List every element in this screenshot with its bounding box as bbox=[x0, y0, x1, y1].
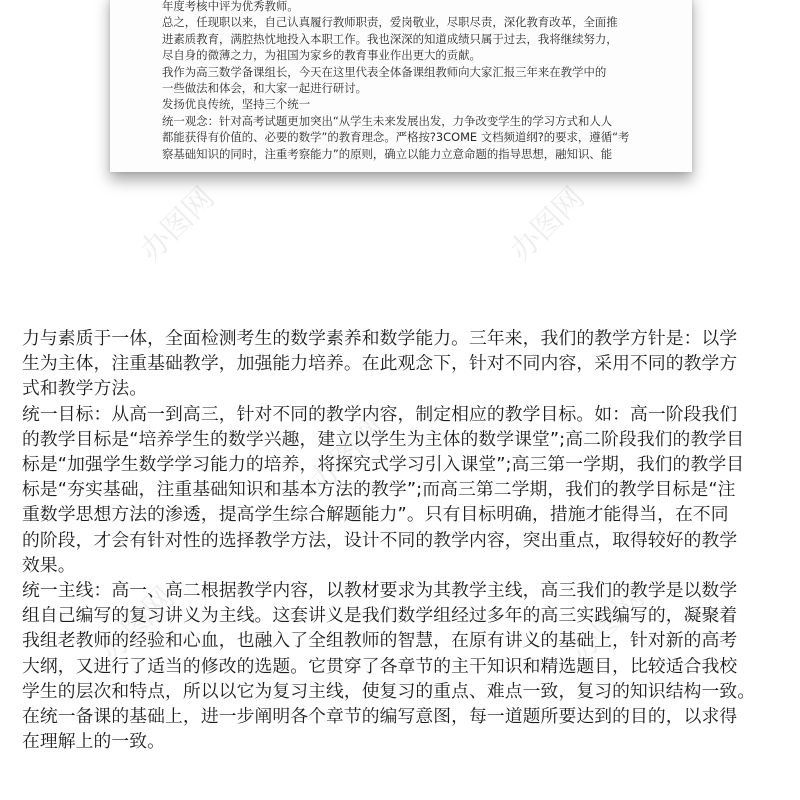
body-line: 在统一备课的基础上，进一步阐明各个章节的编写意图，每一道题所要达到的目的，以求得 bbox=[22, 706, 738, 728]
preview-line: 统一观念：针对高考试题更加突出“从学生未来发展出发，力争改变学生的学习方式和人人 bbox=[162, 113, 613, 128]
preview-line: 尽自身的微薄之力，为祖国为家乡的教育事业作出更大的贡献。 bbox=[162, 48, 481, 63]
watermark: 办图网 bbox=[303, 410, 392, 499]
watermark: 办图网 bbox=[93, 580, 182, 669]
preview-line: 一些做法和体会，和大家一起进行研讨。 bbox=[162, 81, 368, 96]
top-preview-area bbox=[0, 0, 800, 290]
preview-line: 都能获得有价值的、必要的数学”的教育理念。严格按?3COME 文档频道纲?的要求，遵循“考 bbox=[162, 130, 630, 145]
body-line: 学生的层次和特点，所以以它为复习主线，使复习的重点、难点一致，复习的知识结构一致。 bbox=[22, 680, 756, 702]
preview-text-block bbox=[162, 0, 662, 162]
preview-line: 年度考核中评为优秀教师。 bbox=[162, 0, 299, 13]
body-line: 式和教学方法。 bbox=[22, 378, 148, 400]
body-line: 的教学目标是“培养学生的数学兴趣，建立以学生为主体的数学课堂”;高二阶段我们的教学目 bbox=[22, 428, 745, 450]
body-line: 力与素质于一体，全面检测考生的数学素养和数学能力。三年来，我们的教学方针是：以学 bbox=[22, 328, 738, 349]
watermark: 办图网 bbox=[563, 580, 652, 669]
preview-line: 进素质教育，满腔热忱地投入本职工作。我也深深的知道成绩只属于过去，我将继续努力， bbox=[162, 31, 618, 46]
body-text-block bbox=[22, 326, 782, 754]
preview-line: 察基础知识的同时，注重考察能力”的原则，确立以能力立意命题的指导思想，融知识、能 bbox=[162, 146, 613, 161]
preview-line: 发扬优良传统，坚持三个统一 bbox=[162, 97, 311, 112]
preview-line: 我作为高三数学备课组长，今天在这里代表全体备课组教师向大家汇报三年来在教学中的 bbox=[162, 64, 607, 79]
body-line: 效果。 bbox=[22, 554, 76, 576]
body-line: 在理解上的一致。 bbox=[22, 731, 166, 753]
preview-line: 总之，任现职以来，自己认真履行教师职责，爱岗敬业，尽职尽责，深化教育改革，全面推 bbox=[162, 15, 618, 30]
body-line: 组自己编写的复习讲义为主线。这套讲义是我们数学组经过多年的高三实践编写的，凝聚着 bbox=[22, 605, 738, 627]
watermark: 办图网 bbox=[503, 180, 592, 269]
watermark: 办图网 bbox=[133, 180, 222, 269]
body-line: 大纲，又进行了适当的修改的选题。它贯穿了各章节的主干知识和精选题目，比较适合我校 bbox=[22, 655, 738, 677]
body-line: 统一目标：从高一到高三，针对不同的教学内容，制定相应的教学目标。如：高一阶段我们 bbox=[22, 403, 738, 425]
body-line: 统一主线：高一、高二根据教学内容，以教材要求为其教学主线，高三我们的教学是以数学 bbox=[22, 580, 738, 602]
body-line: 重数学思想方法的渗透，提高学生综合解题能力”。只有目标明确，措施才能得当，在不同 bbox=[22, 504, 729, 526]
body-line: 标是“夯实基础，注重基础知识和基本方法的教学”;而高三第二学期，我们的教学目标是“注 bbox=[22, 479, 736, 501]
body-line: 标是“加强学生数学学习能力的培养，将探究式学习引入课堂”;高三第一学期，我们的教学目 bbox=[22, 454, 745, 476]
document-page-preview bbox=[110, 0, 692, 172]
body-line: 我组老教师的经验和心血，也融入了全组教师的智慧，在原有讲义的基础上，针对新的高考 bbox=[22, 630, 738, 652]
body-line: 的阶段，才会有针对性的选择教学方法，设计不同的教学内容，突出重点，取得较好的教学 bbox=[22, 529, 738, 551]
body-line: 生为主体，注重基础教学，加强能力培养。在此观念下，针对不同内容，采用不同的教学方 bbox=[22, 353, 738, 375]
